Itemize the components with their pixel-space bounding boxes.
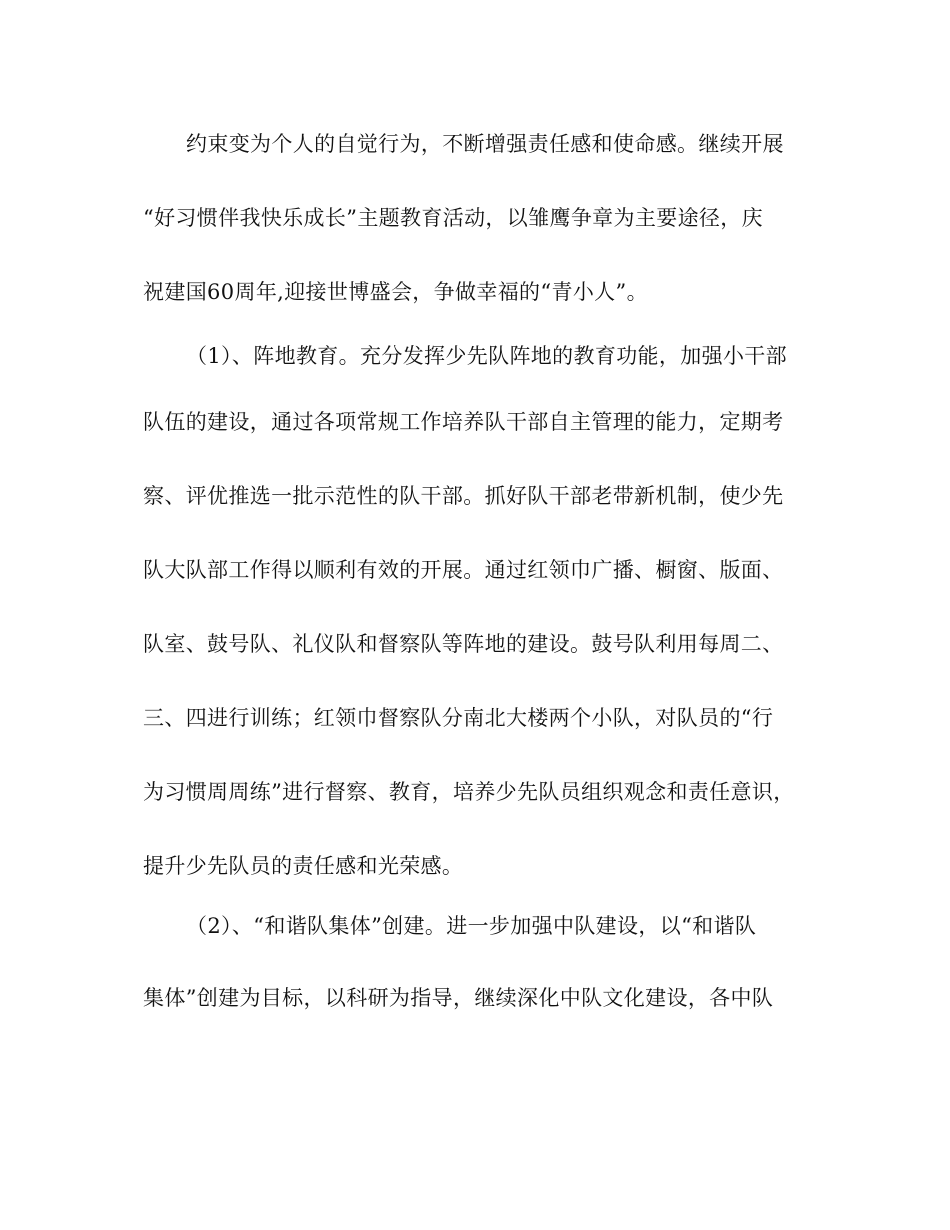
- paragraph-line-9: 三、四进行训练；红领巾督察队分南北大楼两个小队，对队员的“行: [143, 706, 774, 730]
- paragraph-line-12: （2）、“和谐队集体”创建。进一步加强中队建设，以“和谐队: [186, 914, 757, 938]
- paragraph-line-10: 为习惯周周练”进行督察、教育，培养少先队员组织观念和责任意识，: [143, 780, 795, 804]
- paragraph-line-11: 提升少先队员的责任感和光荣感。: [143, 854, 464, 878]
- paragraph-line-7: 队大队部工作得以顺利有效的开展。通过红领巾广播、橱窗、版面、: [143, 558, 784, 582]
- paragraph-line-6: 察、评优推选一批示范性的队干部。抓好队干部老带新机制，使少先: [143, 484, 784, 508]
- paragraph-line-4: （1）、阵地教育。充分发挥少先队阵地的教育功能，加强小干部: [186, 344, 788, 368]
- paragraph-line-3: 祝建国60周年,迎接世博盛会，争做幸福的“青小人”。: [143, 280, 648, 304]
- paragraph-line-13: 集体”创建为目标，以科研为指导，继续深化中队文化建设，各中队: [143, 986, 774, 1010]
- paragraph-line-1: 约束变为个人的自觉行为，不断增强责任感和使命感。继续开展: [186, 132, 784, 156]
- paragraph-line-8: 队室、鼓号队、礼仪队和督察队等阵地的建设。鼓号队利用每周二、: [143, 632, 784, 656]
- paragraph-line-5: 队伍的建设，通过各项常规工作培养队干部自主管理的能力，定期考: [143, 410, 784, 434]
- paragraph-line-2: “好习惯伴我快乐成长”主题教育活动，以雏鹰争章为主要途径，庆: [143, 206, 763, 230]
